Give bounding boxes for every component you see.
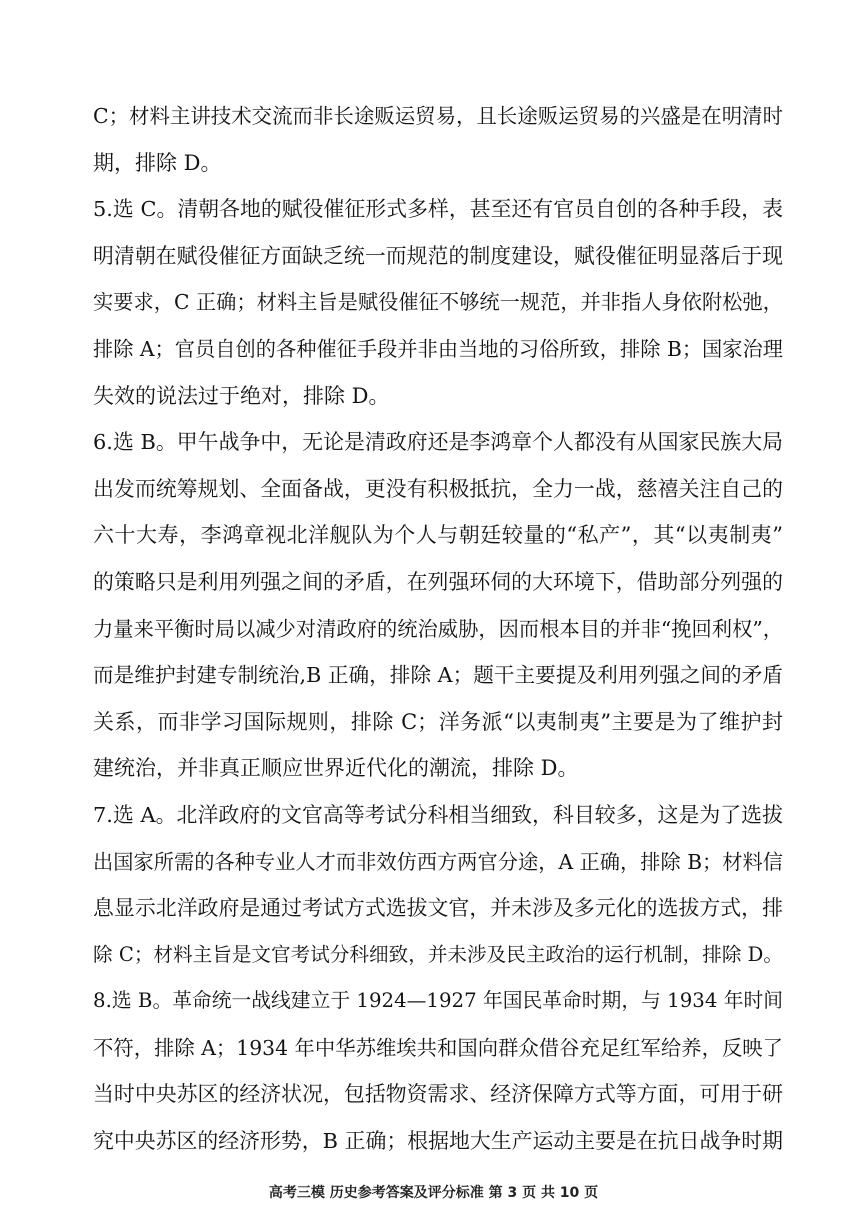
text-line: 实要求，C 正确；材料主旨是赋役催征不够统一规范，并非指人身依附松弛， <box>93 290 783 315</box>
text-line: 当时中央苏区的经济状况，包括物资需求、经济保障方式等方面，可用于研 <box>93 1082 783 1107</box>
page-footer: 高考三模 历史参考答案及评分标准 第 3 页 共 10 页 <box>268 1185 599 1201</box>
text-line: 而是维护封建专制统治,B 正确，排除 A；题干主要提及利用列强之间的矛盾 <box>93 663 783 688</box>
text-line: 息显示北洋政府是通过考试方式选拔文官，并未涉及多元化的选拔方式，排 <box>93 896 783 921</box>
answer-7-start: 7.选 A。北洋政府的文官高等考试分科相当细致，科目较多，这是为了选拔 <box>93 802 783 827</box>
text-line: 建统治，并非真正顺应世界近代化的潮流，排除 D。 <box>93 756 579 781</box>
text-line: 出发而统筹规划、全面备战，更没有积极抵抗，全力一战，慈禧关注自己的 <box>93 476 783 501</box>
text-line: 的策略只是利用列强之间的矛盾，在列强环伺的大环境下，借助部分列强的 <box>93 569 783 594</box>
text-line: 明清朝在赋役催征方面缺乏统一而规范的制度建设，赋役催征明显落后于现 <box>93 243 783 268</box>
answer-5-start: 5.选 C。清朝各地的赋役催征形式多样，甚至还有官员自创的各种手段，表 <box>93 197 783 222</box>
text-line: 六十大寿，李鸿章视北洋舰队为个人与朝廷较量的“私产”，其“以夷制夷” <box>93 523 783 548</box>
text-line: 关系，而非学习国际规则，排除 C；洋务派“以夷制夷”主要是为了维护封 <box>93 709 783 734</box>
text-line: 究中央苏区的经济形势，B 正确；根据地大生产运动主要是在抗日战争时期 <box>93 1129 783 1154</box>
text-line: 排除 A；官员自创的各种催征手段并非由当地的习俗所致，排除 B；国家治理 <box>93 336 783 361</box>
text-line: C；材料主讲技术交流而非长途贩运贸易，且长途贩运贸易的兴盛是在明清时 <box>93 104 783 128</box>
text-line: 力量来平衡时局以减少对清政府的统治威胁，因而根本目的并非“挽回利权”， <box>93 616 784 641</box>
text-line: 不符，排除 A；1934 年中华苏维埃共和国向群众借谷充足红军给养，反映了 <box>93 1035 783 1060</box>
answer-explanations <box>93 93 783 1165</box>
text-line: 失效的说法过于绝对，排除 D。 <box>93 383 390 408</box>
answer-8-start: 8.选 B。革命统一战线建立于 1924—1927 年国民革命时期，与 1934 年时间 <box>93 989 783 1013</box>
text-line: 期，排除 D。 <box>93 150 222 175</box>
text-line: 出国家所需的各种专业人才而非效仿西方两官分途，A 正确，排除 B；材料信 <box>93 849 783 874</box>
text-line: 除 C；材料主旨是文官考试分科细致，并未涉及民主政治的运行机制，排除 D。 <box>93 942 783 966</box>
answer-6-start: 6.选 B。甲午战争中，无论是清政府还是李鸿章个人都没有从国家民族大局 <box>93 430 783 455</box>
